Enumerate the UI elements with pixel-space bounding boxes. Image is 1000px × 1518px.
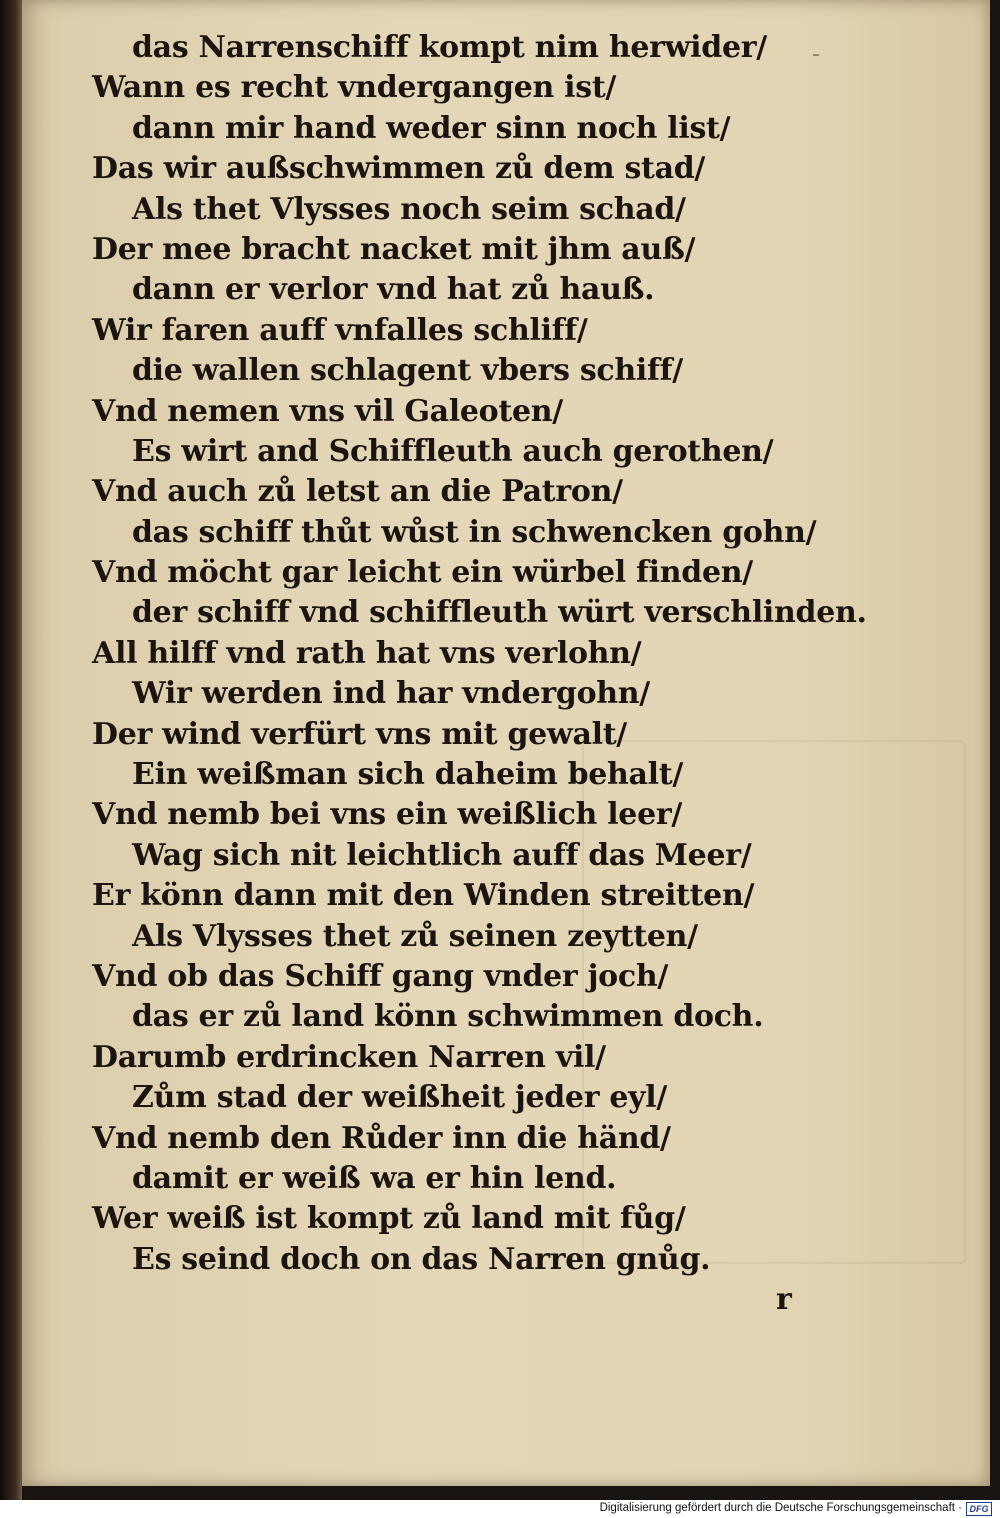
verse-line: Wir werden ind har vndergohn/	[132, 676, 650, 712]
verse-line: Zům stad der weißheit jeder eyl/	[132, 1080, 668, 1116]
verse-line: Wann es recht vndergangen ist/	[92, 70, 617, 106]
verse-line: Darumb erdrincken Narren vil/	[92, 1039, 606, 1075]
verse-line: Vnd nemb den Růder inn die händ/	[92, 1120, 671, 1156]
verse-line: Vnd möcht gar leicht ein würbel finden/	[92, 555, 753, 591]
verse-line: dann mir hand weder sinn noch list/	[132, 110, 731, 146]
funding-credit: Digitalisierung gefördert durch die Deutsche Forschungsgemeinschaft ·	[599, 1502, 962, 1514]
verse-line: Er könn dann mit den Winden streitten/	[92, 878, 755, 914]
verse-line: das schiff thůt wůst in schwencken gohn/	[132, 514, 817, 550]
verse-line: All hilff vnd rath hat vns verlohn/	[92, 635, 642, 671]
margin-mark: -	[812, 42, 820, 67]
verse-line: Es seind doch on das Narren gnůg.	[132, 1241, 711, 1277]
verse-line: Der mee bracht nacket mit jhm auß/	[92, 231, 696, 267]
verse-line: Wir faren auff vnfalles schliff/	[92, 312, 588, 348]
verse-line: Wer weiß ist kompt zů land mit fůg/	[92, 1201, 686, 1237]
verse-line: Als thet Vlysses noch seim schad/	[132, 191, 686, 227]
verse-line: Wag sich nit leichtlich auff das Meer/	[132, 837, 752, 873]
verse-line: dann er verlor vnd hat zů hauß.	[132, 272, 655, 308]
verse-line: Vnd nemen vns vil Galeoten/	[92, 393, 563, 429]
verse-line: Ein weißman sich daheim behalt/	[132, 757, 683, 793]
verse-line: Vnd nemb bei vns ein weißlich leer/	[92, 797, 683, 833]
verse-line: Der wind verfürt vns mit gewalt/	[92, 716, 627, 752]
verse-line: Vnd ob das Schiff gang vnder joch/	[92, 958, 668, 994]
verse-line: Es wirt and Schiffleuth auch gerothen/	[132, 433, 774, 469]
book-gutter	[0, 0, 22, 1500]
verse-text	[92, 28, 952, 1280]
verse-line: damit er weiß wa er hin lend.	[132, 1160, 617, 1196]
verse-line: die wallen schlagent vbers schiff/	[132, 353, 683, 389]
verse-line: das er zů land könn schwimmen doch.	[132, 999, 764, 1035]
verse-line: das Narrenschiff kompt nim herwider/	[132, 30, 767, 65]
verse-line: der schiff vnd schiffleuth würt verschlinden.	[132, 595, 867, 631]
dfg-logo-icon: DFG	[966, 1502, 992, 1516]
verse-line: Das wir außschwimmen zů dem stad/	[92, 151, 706, 187]
footer-bar	[0, 1500, 1000, 1518]
signature-mark: r	[776, 1282, 792, 1317]
verse-line: Vnd auch zů letst an die Patron/	[92, 474, 623, 510]
verse-line: Als Vlysses thet zů seinen zeytten/	[132, 918, 698, 954]
